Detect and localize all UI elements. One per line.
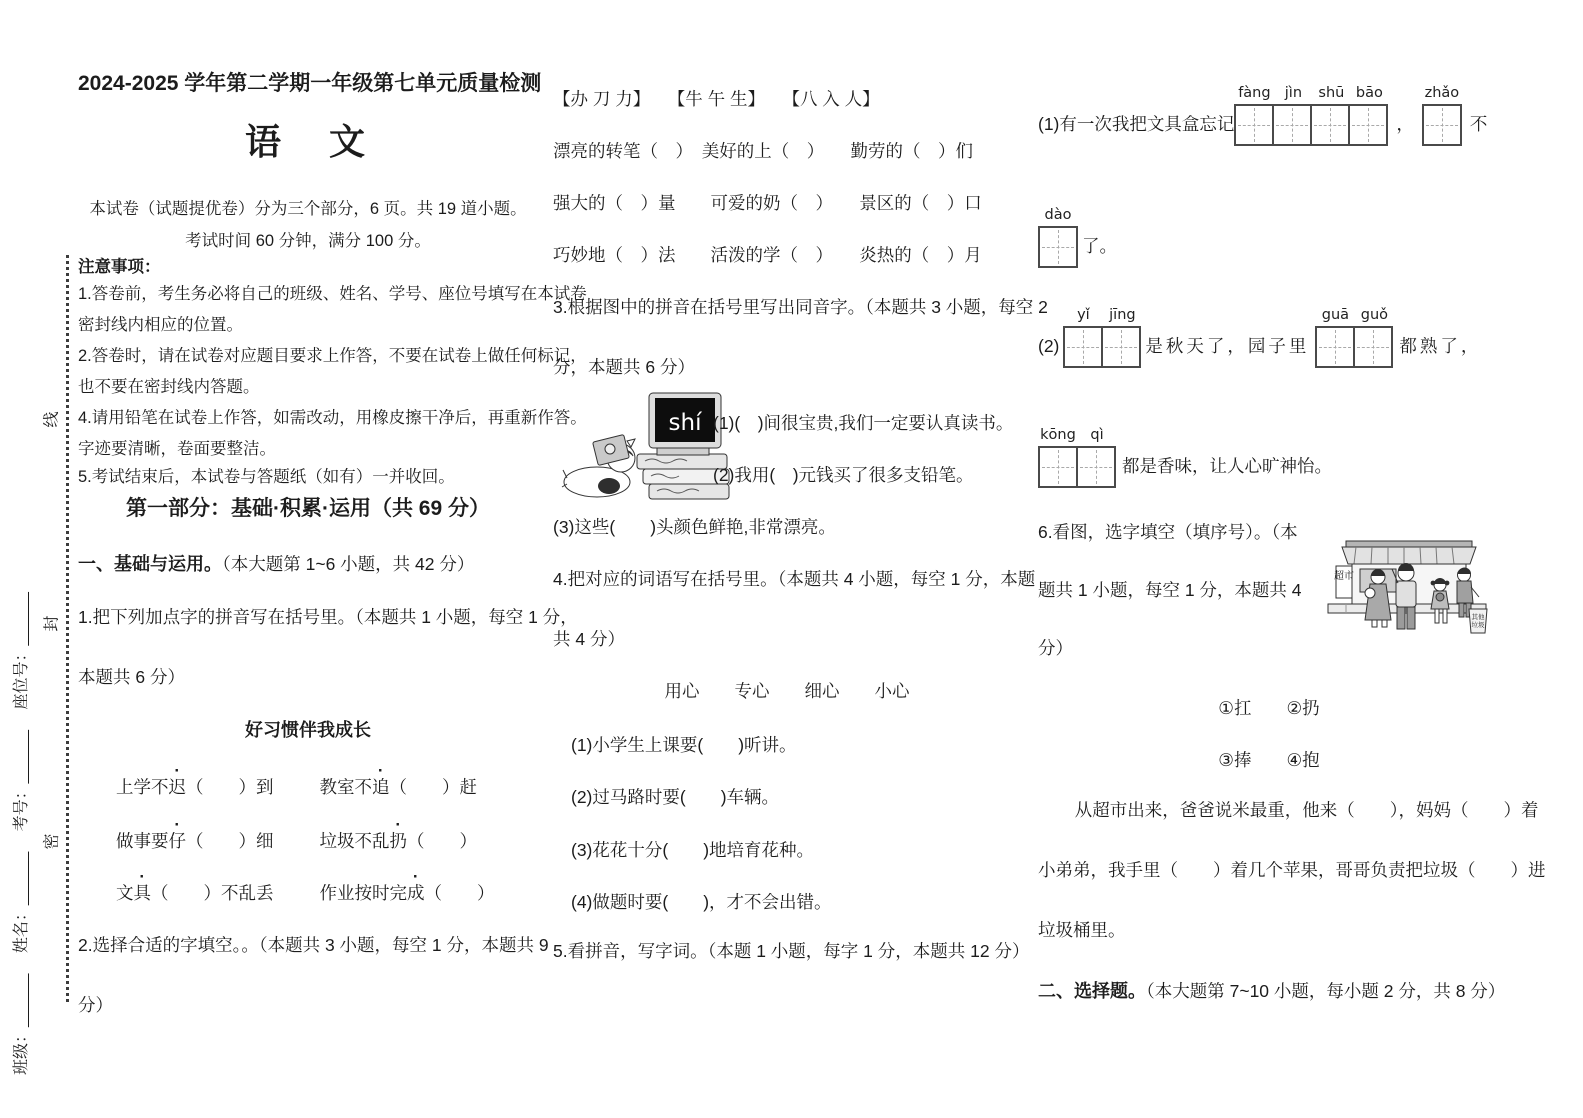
pinyin-label: shū xyxy=(1318,85,1345,101)
q5-s2-mid: 是秋天了，园子里 xyxy=(1145,336,1310,357)
q6-stem-line1: 6.看图，选字填空（填序号）。（本 xyxy=(1038,522,1298,542)
q6-passage-line3: 垃圾桶里。 xyxy=(1038,920,1126,940)
pinyin-label: jīng xyxy=(1109,307,1136,323)
tianzige-box xyxy=(1315,326,1355,368)
q4-item-2: (2)过马路时要( )车辆。 xyxy=(571,787,780,807)
part2-heading-rest: （本大题第 7~10 小题，每小题 2 分，共 8 分） xyxy=(1146,981,1506,1001)
q3-item-3: (3)这些( )头颜色鲜艳,非常漂亮。 xyxy=(553,517,836,537)
writing-box-col xyxy=(1315,307,1355,368)
notice-heading: 注意事项： xyxy=(78,258,161,276)
writing-box-col xyxy=(1422,85,1462,146)
notice-item-1b: 密封线内相应的位置。 xyxy=(78,316,243,334)
tianzige-box xyxy=(1310,104,1350,146)
q1-row2-phrase-b xyxy=(320,830,478,854)
q4-stem-line2: 共 4 分） xyxy=(553,629,625,649)
q2-fill-line3: 巧妙地（ ）法 活泼的学（ ） 炎热的（ ）月 xyxy=(553,245,982,265)
part1-section-title: 第一部分：基础·积累·运用（共 69 分） xyxy=(125,497,490,520)
notice-item-2b: 也不要在密封线内答题。 xyxy=(78,378,260,396)
part2-heading-bold: 二、选择题。 xyxy=(1038,981,1146,1001)
subject-title: 语 文 xyxy=(244,121,371,162)
q5-s1-le: 了。 xyxy=(1082,236,1117,257)
writing-box-col xyxy=(1350,85,1388,146)
pinyin-label: dào xyxy=(1044,207,1072,223)
q5-sentence1-line1 xyxy=(1038,85,1487,146)
pinyin-label: guǒ xyxy=(1360,307,1389,323)
writing-box-col xyxy=(1078,427,1116,488)
writing-box-group-yi-jing xyxy=(1063,307,1141,368)
q2-stem-line1: 2.选择合适的字填空。。（本题共 3 小题，每空 1 分，本题共 9 xyxy=(78,935,549,955)
trash-bin-label-line2: 垃圾 xyxy=(1471,621,1485,629)
q5-sentence1-line2 xyxy=(1038,207,1117,268)
q1-row-3 xyxy=(78,882,495,906)
pinyin-label: guā xyxy=(1321,307,1350,323)
tianzige-box xyxy=(1076,446,1116,488)
supermarket-sign-char1: 超市 xyxy=(1334,571,1354,582)
q1-stem-line1: 1.把下列加点字的拼音写在括号里。（本题共 1 小题，每空 1 分， xyxy=(78,607,578,627)
q1-row3-phrase-a xyxy=(116,882,274,906)
notice-item-2a: 2.答卷时，请在试卷对应题目要求上作答，不要在试卷上做任何标记， xyxy=(78,347,587,365)
dotted-char: 成 xyxy=(407,883,425,903)
notice-item-5: 5.考试结束后，本试卷与答题纸（如有）一并收回。 xyxy=(78,468,455,486)
q6-choices-line1: ①扛 ②扔 xyxy=(1218,698,1320,718)
q3-item-1: (1)( )间很宝贵,我们一定要认真读书。 xyxy=(713,413,1014,433)
q6-illustration xyxy=(1326,535,1488,650)
q2-fill-line2: 强大的（ ）量 可爱的奶（ ） 景区的（ ）口 xyxy=(553,193,982,213)
phrase-blank: （ ） xyxy=(424,883,495,903)
dotted-char: 追 xyxy=(372,777,390,797)
part1-heading-bold: 一、基础与运用。 xyxy=(78,554,222,574)
writing-box-col xyxy=(1038,207,1078,268)
pinyin-label: bāo xyxy=(1355,85,1383,101)
pinyin-label: qì xyxy=(1090,427,1104,443)
q5-s2-end: 都熟了， xyxy=(1399,336,1482,357)
trash-bin-label-line1: 其他 xyxy=(1471,613,1485,621)
phrase-pre: 上学不 xyxy=(116,777,169,797)
q3-illustration xyxy=(561,388,731,515)
phrase-pre: 文 xyxy=(116,883,134,903)
q6-passage-line1: 从超市出来，爸爸说米最重，他来（ ），妈妈（ ）着 xyxy=(1074,800,1539,820)
q4-item-1: (1)小学生上课要( )听讲。 xyxy=(571,735,797,755)
writing-box-col xyxy=(1103,307,1141,368)
q1-row1-phrase-b xyxy=(320,776,478,800)
tianzige-box xyxy=(1063,326,1103,368)
dotted-char: 仔 xyxy=(168,831,186,851)
tianzige-box xyxy=(1101,326,1141,368)
q1-subtitle: 好习惯伴我成长 xyxy=(245,720,371,740)
tianzige-box xyxy=(1422,104,1462,146)
q2-stem-line2: 分） xyxy=(78,995,113,1015)
dotted-char: 迟 xyxy=(168,777,186,797)
dotted-char: 具 xyxy=(133,883,151,903)
q5-s1-prefix: (1)有一次我把文具盒忘记 xyxy=(1038,114,1235,135)
q3-stem-line2: 分，本题共 6 分） xyxy=(553,357,695,377)
writing-box-col xyxy=(1355,307,1393,368)
q5-sentence3-line xyxy=(1038,427,1332,488)
q1-row3-phrase-b xyxy=(320,882,495,906)
pinyin-label: jìn xyxy=(1284,85,1303,101)
tianzige-box xyxy=(1234,104,1274,146)
cat-books-monitor-image xyxy=(561,388,731,508)
tianzige-box xyxy=(1272,104,1312,146)
tianzige-box xyxy=(1353,326,1393,368)
q4-item-3: (3)花花十分( )地培育花种。 xyxy=(571,840,815,860)
writing-box-col xyxy=(1038,427,1078,488)
q1-row1-phrase-a xyxy=(116,776,274,800)
q1-row-2 xyxy=(78,830,477,854)
dotted-char: 扔 xyxy=(389,831,407,851)
q3-stem-line1: 3.根据图中的拼音在括号里写出同音字。（本题共 3 小题，每空 2 xyxy=(553,297,1048,317)
part2-heading xyxy=(1038,979,1505,1004)
phrase-pre: 教室不 xyxy=(319,777,372,797)
writing-box-col xyxy=(1312,85,1350,146)
seal-char-feng: 封 xyxy=(43,615,61,632)
writing-box-col xyxy=(1274,85,1312,146)
q5-sentence2-line xyxy=(1038,307,1481,368)
paper-info-line2: 考试时间 60 分钟，满分 100 分。 xyxy=(185,232,431,250)
notice-item-4b: 字迹要清晰，卷面要整洁。 xyxy=(78,440,276,458)
writing-box-col xyxy=(1234,85,1274,146)
seal-char-mi: 密 xyxy=(43,833,61,850)
pinyin-label: zhǎo xyxy=(1424,85,1460,101)
q5-s3-end: 都是香味，让人心旷神怡。 xyxy=(1122,456,1332,477)
paper-info-line1: 本试卷（试题提优卷）分为三个部分，6 页。共 19 道小题。 xyxy=(89,200,527,218)
q4-stem-line1: 4.把对应的词语写在括号里。（本题共 4 小题，每空 1 分，本题 xyxy=(553,569,1036,589)
supermarket-family-image xyxy=(1326,535,1488,643)
q5-stem: 5.看拼音，写字词。（本题 1 小题，每字 1 分，本题共 12 分） xyxy=(553,941,1030,961)
q1-row2-phrase-a xyxy=(116,830,274,854)
writing-box-group-gua-guo xyxy=(1315,307,1393,368)
q2-char-banks: 【办 刀 力】 【牛 午 生】 【八 入 人】 xyxy=(553,89,880,109)
q6-stem-line3: 分） xyxy=(1038,638,1073,658)
phrase-blank: （ ） xyxy=(407,831,477,851)
phrase-blank: （ ）到 xyxy=(186,777,274,797)
phrase-pre: 垃圾不乱 xyxy=(319,831,390,851)
phrase-pre: 作业按时完 xyxy=(319,883,407,903)
writing-box-group-zhao xyxy=(1422,85,1462,146)
q4-item-4: (4)做题时要( )，才不会出错。 xyxy=(571,892,832,912)
tianzige-box xyxy=(1348,104,1388,146)
notice-item-1a: 1.答卷前，考生务必将自己的班级、姓名、学号、座位号填写在本试卷 xyxy=(78,285,587,303)
pinyin-label: kōng xyxy=(1040,427,1076,443)
q6-stem-line2: 题共 1 小题，每空 1 分，本题共 4 xyxy=(1038,580,1302,600)
writing-box-group-kong-qi xyxy=(1038,427,1116,488)
tianzige-box xyxy=(1038,226,1078,268)
phrase-blank: （ ）细 xyxy=(186,831,274,851)
q2-fill-line1: 漂亮的转笔（ ） 美好的上（ ） 勤劳的（ ）们 xyxy=(553,141,973,161)
q6-passage-line2: 小弟弟，我手里（ ）着几个苹果，哥哥负责把垃圾（ ）进 xyxy=(1038,860,1546,880)
q4-word-bank: 用心 专心 细心 小心 xyxy=(664,681,910,701)
seal-dotted-line xyxy=(66,255,69,1002)
part1-heading xyxy=(78,552,474,577)
notice-item-4a: 4.请用铅笔在试卷上作答，如需改动，用橡皮擦干净后，再重新作答。 xyxy=(78,409,587,427)
q5-s1-bu: 不 xyxy=(1469,114,1488,135)
q5-s1-comma: ， xyxy=(1396,114,1414,135)
phrase-blank: （ ）赶 xyxy=(389,777,477,797)
q6-stem-block xyxy=(1038,521,1338,658)
monitor-pinyin-label: shí xyxy=(668,410,702,436)
writing-box-col xyxy=(1063,307,1103,368)
q3-item-2: (2)我用( )元钱买了很多支铅笔。 xyxy=(713,465,974,485)
q1-row-1 xyxy=(78,776,477,800)
phrase-pre: 做事要 xyxy=(116,831,169,851)
part1-heading-rest: （本大题第 1~6 小题，共 42 分） xyxy=(222,554,475,574)
phrase-blank: （ ）不乱丢 xyxy=(151,883,274,903)
q5-s2-number: (2) xyxy=(1038,336,1060,357)
pinyin-label: fàng xyxy=(1238,85,1271,101)
q1-stem-line2: 本题共 6 分） xyxy=(78,667,185,687)
writing-box-group-fang-jin-shu-bao xyxy=(1234,85,1388,146)
q6-choices-line2: ③捧 ④抱 xyxy=(1218,750,1320,770)
writing-box-group-dao xyxy=(1038,207,1078,268)
seal-char-xian: 线 xyxy=(43,411,61,428)
pinyin-label: yǐ xyxy=(1077,307,1090,323)
exam-title: 2024-2025 学年第二学期一年级第七单元质量检测 xyxy=(78,72,542,95)
student-info-fields: 班级：______ 姓名：______ 考号：______ 座位号：______ xyxy=(13,592,30,1075)
tianzige-box xyxy=(1038,446,1078,488)
